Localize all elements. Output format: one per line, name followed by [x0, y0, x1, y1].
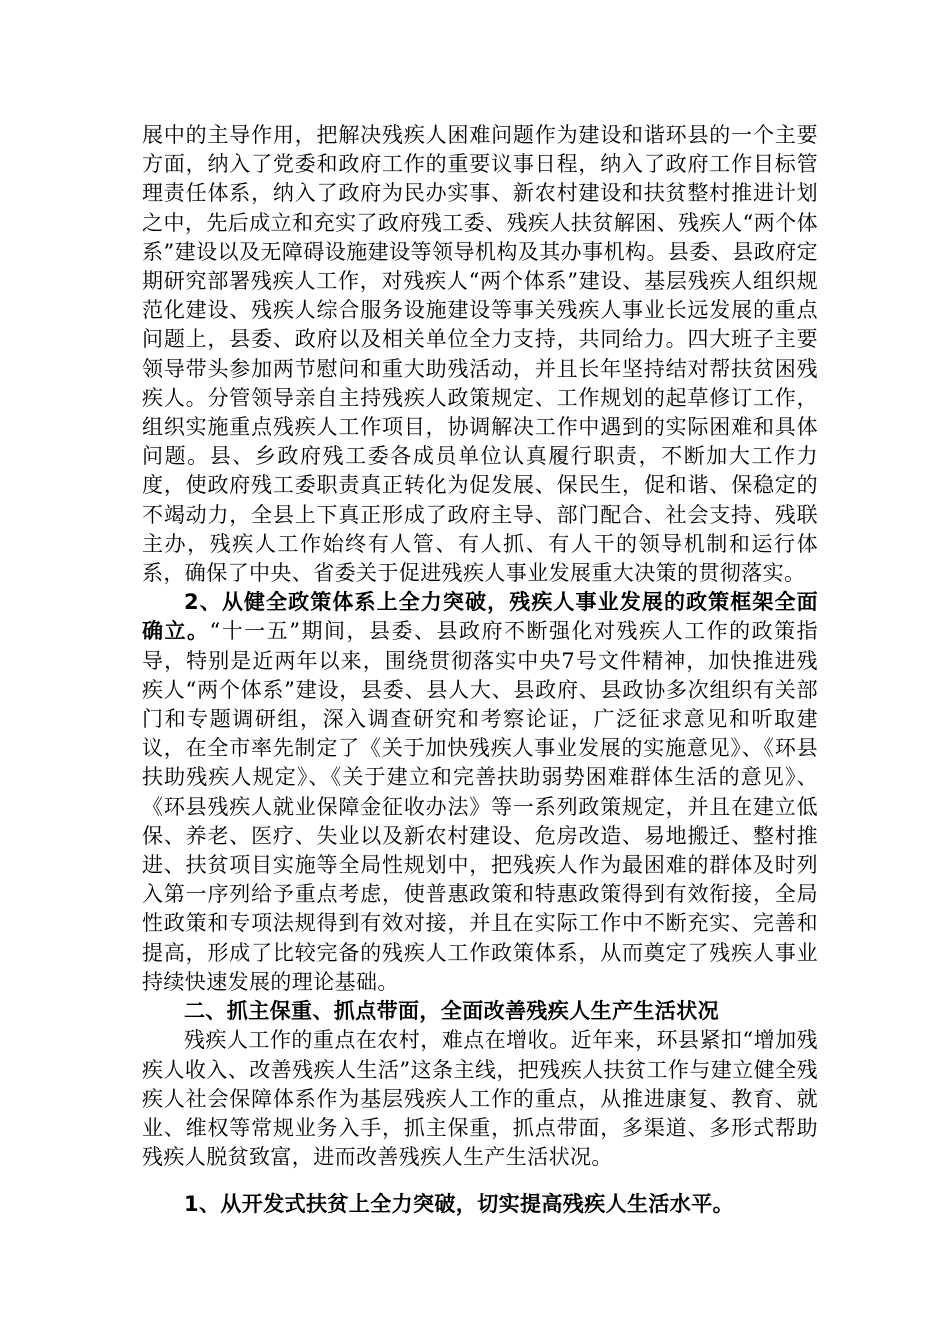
body-paragraph: 残疾人工作的重点在农村，难点在增收。近年来，环县紧扣“增加残疾人收入、改善残疾人生活”这条主线，把残疾人扶贫工作与建立健全残疾人社会保障体系作为基层残疾人工作的重点，从推进康复、教育、就业、维权等常规业务入手，抓主保重，抓点带面，多渠道、多形式帮助残疾人脱贫致富，进而改善残疾人生产生活状况。: [142, 1028, 818, 1170]
subsection-heading: 1、从开发式扶贫上全力突破，切实提高残疾人生活水平。: [184, 1192, 735, 1217]
body-paragraph: 展中的主导作用，把解决残疾人困难问题作为建设和谐环县的一个主要方面，纳入了党委和政府工作的重要议事日程，纳入了政府工作目标管理责任体系，纳入了政府为民办实事、新农村建设和扶贫整村推进计划之中，先后成立和充实了政府残工委、残疾人扶贫解困、残疾人“两个体系”建设以及无障碍设施建设等领导机构及其办事机构。县委、县政府定期研究部署残疾人工作，对残疾人“两个体系”建设、基层残疾人组织规范化建设、残疾人综合服务设施建设等事关残疾人事业长远发展的重点问题上，县委、政府以及相关单位全力支持，共同给力。四大班子主要领导带头参加两节慰问和重大助残活动，并且长年坚持结对帮扶贫困残疾人。分管领导亲自主持残疾人政策规定、工作规划的起草修订工作，组织实施重点残疾人工作项目，协调解决工作中遇到的实际困难和具体问题。县、乡政府残工委各成员单位认真履行职责，不断加大工作力度，使政府残工委职责真正转化为促发展、保民生，促和谐、保稳定的不竭动力，全县上下真正形成了政府主导、部门配合、社会支持、残联主办，残疾人工作始终有人管、有人抓、有人干的领导机制和运行体系，确保了中央、省委关于促进残疾人事业发展重大决策的贯彻落实。: [142, 123, 818, 586]
body-text: “十一五”期间，县委、县政府不断强化对残疾人工作的政策指导，特别是近两年以来，围绕贯彻落实中央7号文件精神，加快推进残疾人“两个体系”建设，县委、县人大、县政府、县政协多次组织有关部门和专题调研组，深入调查研究和考察论证，广泛征求意见和听取建议，在全市率先制定了《关于加快残疾人事业发展的实施意见》、《环县扶助残疾人规定》、《关于建立和完善扶助弱势困难群体生活的意见》、《环县残疾人就业保障金征收办法》等一系列政策规定，并且在建立低保、养老、医疗、失业以及新农村建设、危房改造、易地搬迁、整村推进、扶贫项目实施等全局性规划中，把残疾人作为最困难的群体及时列入第一序列给予重点考虑，使普惠政策和特惠政策得到有效衔接，全局性政策和专项法规得到有效对接，并且在实际工作中不断充实、完善和提高，形成了比较完备的残疾人工作政策体系，从而奠定了残疾人事业持续快速发展的理论基础。: [142, 619, 818, 994]
body-paragraph: [142, 588, 818, 997]
section-heading: 二、抓主保重、抓点带面，全面改善残疾人生产生活状况: [184, 999, 719, 1024]
document-page: [142, 121, 818, 1220]
subsection-heading: 2、从健全政策体系上全力突破，残疾人事业发展的政策框架全面确立。: [142, 590, 818, 644]
